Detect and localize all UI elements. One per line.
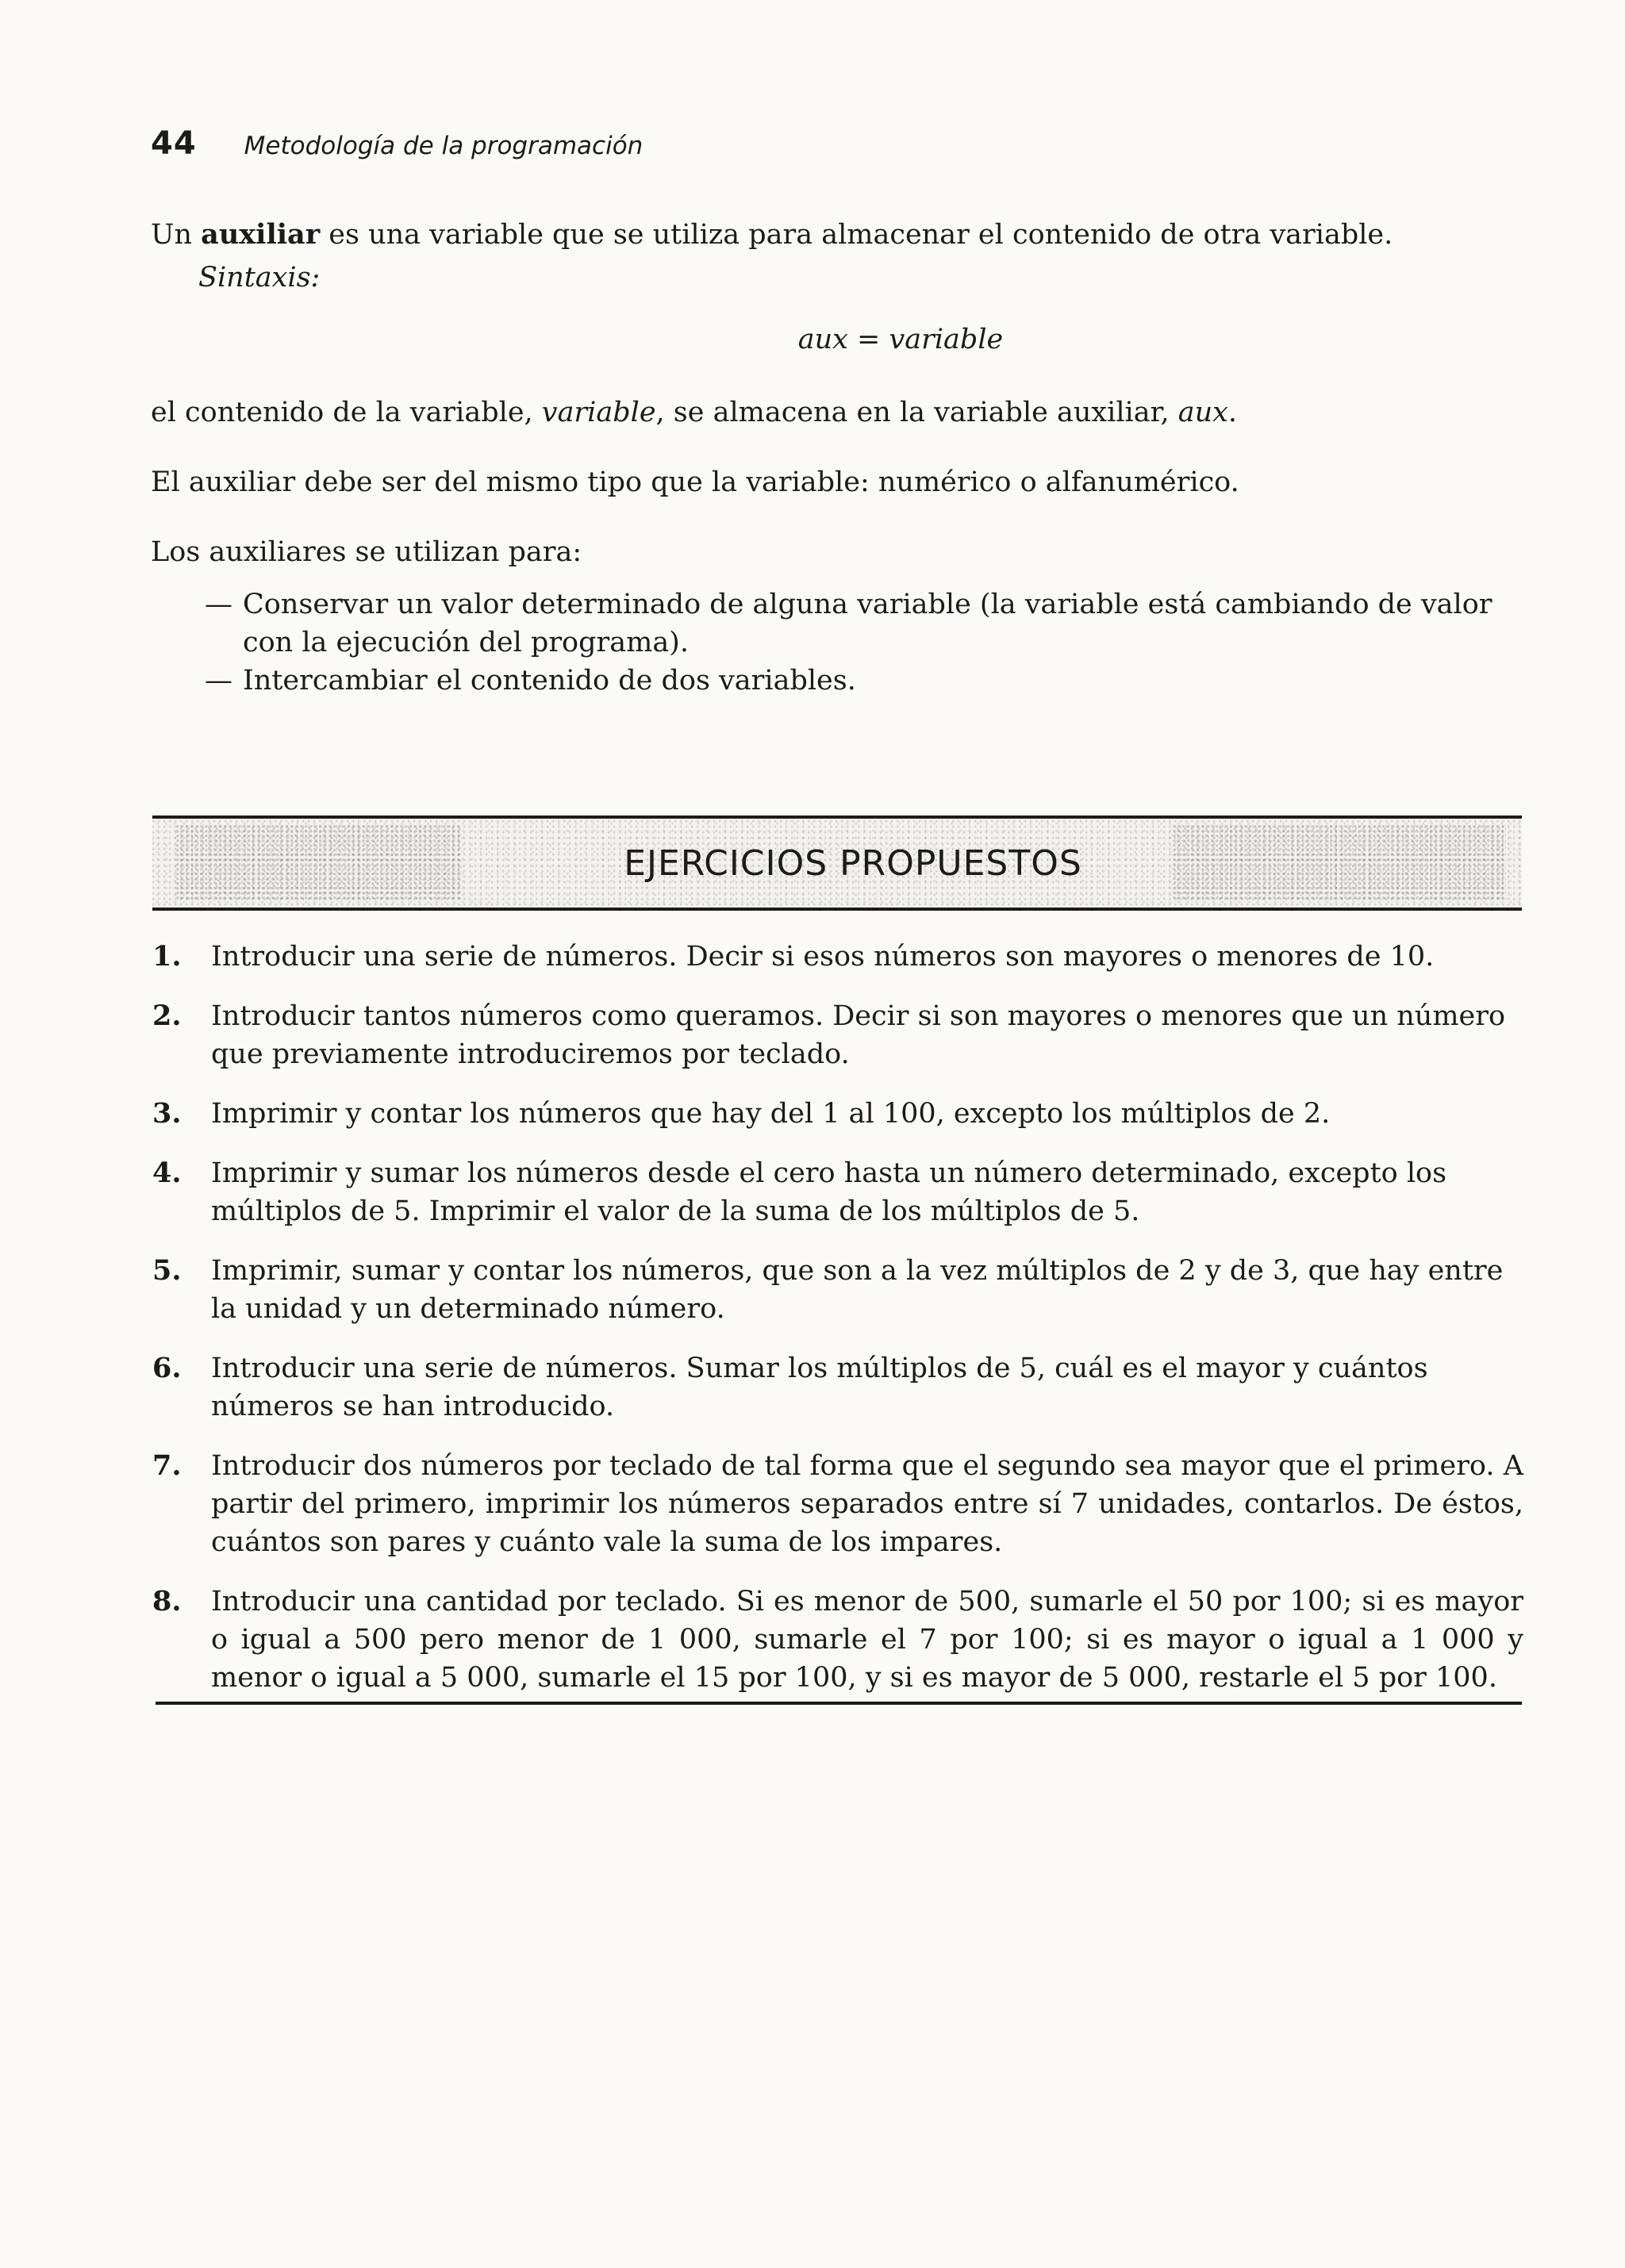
uses-intro: Los auxiliares se utilizan para: — [151, 536, 582, 568]
syntax-formula: aux = variable — [797, 324, 1004, 355]
explanation-end: . — [1227, 397, 1238, 428]
definition-paragraph — [151, 216, 1523, 254]
page-number: 44 — [151, 125, 197, 162]
exercise-text: Imprimir, sumar y contar los números, que son a la vez múltiplos de 2 y de 3, que hay entre la unidad y un determinado número. — [211, 1255, 1504, 1325]
exercise-item — [152, 1252, 1523, 1328]
exercise-list — [152, 938, 1523, 1718]
exercise-number: 7. — [152, 1449, 182, 1482]
exercise-number: 8. — [152, 1585, 182, 1618]
exercise-text: Introducir una serie de números. Sumar los múltiplos de 5, cuál es el mayor y cuántos números se han introducido. — [211, 1353, 1428, 1422]
exercise-item — [152, 1154, 1523, 1230]
exercise-text: Imprimir y sumar los números desde el cero hasta un número determinado, excepto los múltiplos de 5. Imprimir el valor de la suma de los múltiplos de 5. — [211, 1157, 1447, 1227]
body-text — [151, 216, 1523, 700]
exercise-number: 6. — [152, 1352, 182, 1384]
halftone-texture — [1173, 825, 1506, 900]
exercise-text: Imprimir y contar los números que hay del 1 al 100, excepto los múltiplos de 2. — [211, 1098, 1331, 1130]
exercise-item — [152, 938, 1523, 976]
section-end-rule — [156, 1702, 1522, 1705]
definition-before: Un — [151, 219, 202, 251]
definition-after: es una variable que se utiliza para almacenar el contenido de otra variable. — [320, 219, 1393, 251]
book-title: Metodología de la programación — [244, 132, 643, 160]
exercises-heading: EJERCICIOS PROPUESTOS — [624, 842, 1082, 884]
syntax-label: Sintaxis: — [198, 262, 321, 294]
exercise-number: 2. — [152, 1000, 182, 1032]
uses-list-item: — Intercambiar el contenido de dos variables. — [205, 662, 1523, 700]
exercise-number: 5. — [152, 1254, 182, 1287]
exercise-item — [152, 1349, 1523, 1426]
exercise-item — [152, 1583, 1523, 1697]
exercise-text: Introducir una cantidad por teclado. Si es menor de 500, sumarle el 50 por 100; si es mayor o igual a 500 pero menor de 1 000, sumarle el 7 por 100; si es mayor o igual a 1 000 y menor o igual a 5 000, sumarle el 15 por 100, y si es mayor de 5 000, restarle el 5 por 100. — [211, 1586, 1523, 1694]
exercise-number: 4. — [152, 1157, 182, 1189]
exercise-number: 3. — [152, 1097, 182, 1130]
explanation-variable: variable — [541, 397, 656, 428]
uses-list — [151, 585, 1523, 700]
uses-list-item: — Conservar un valor determinado de alguna variable (la variable está cambiando de valor con la ejecución del programa). — [205, 585, 1523, 662]
explanation-middle: , se almacena en la variable auxiliar, — [655, 397, 1178, 428]
exercise-item — [152, 997, 1523, 1073]
exercise-item — [152, 1095, 1523, 1133]
halftone-texture — [176, 825, 462, 900]
exercises-heading-banner — [152, 815, 1522, 911]
exercise-number: 1. — [152, 940, 182, 973]
explanation-before: el contenido de la variable, — [151, 397, 542, 428]
exercise-text: Introducir tantos números como queramos. Decir si son mayores o menores que un número que previamente introduciremos por teclado. — [211, 1000, 1506, 1070]
exercise-item — [152, 1447, 1523, 1561]
running-header — [151, 125, 643, 162]
exercise-text: Introducir dos números por teclado de tal forma que el segundo sea mayor que el primero. A partir del primero, imprimir los números separados entre sí 7 unidades, contarlos. De éstos, cuántos son pares y cuánto vale la suma de los impares. — [211, 1450, 1523, 1558]
exercise-text: Introducir una serie de números. Decir si esos números son mayores o menores de 10. — [211, 941, 1435, 973]
explanation-paragraph — [151, 393, 1523, 432]
explanation-aux: aux — [1177, 397, 1228, 428]
type-note: El auxiliar debe ser del mismo tipo que la variable: numérico o alfanumérico. — [151, 466, 1239, 498]
definition-term: auxiliar — [201, 218, 321, 251]
